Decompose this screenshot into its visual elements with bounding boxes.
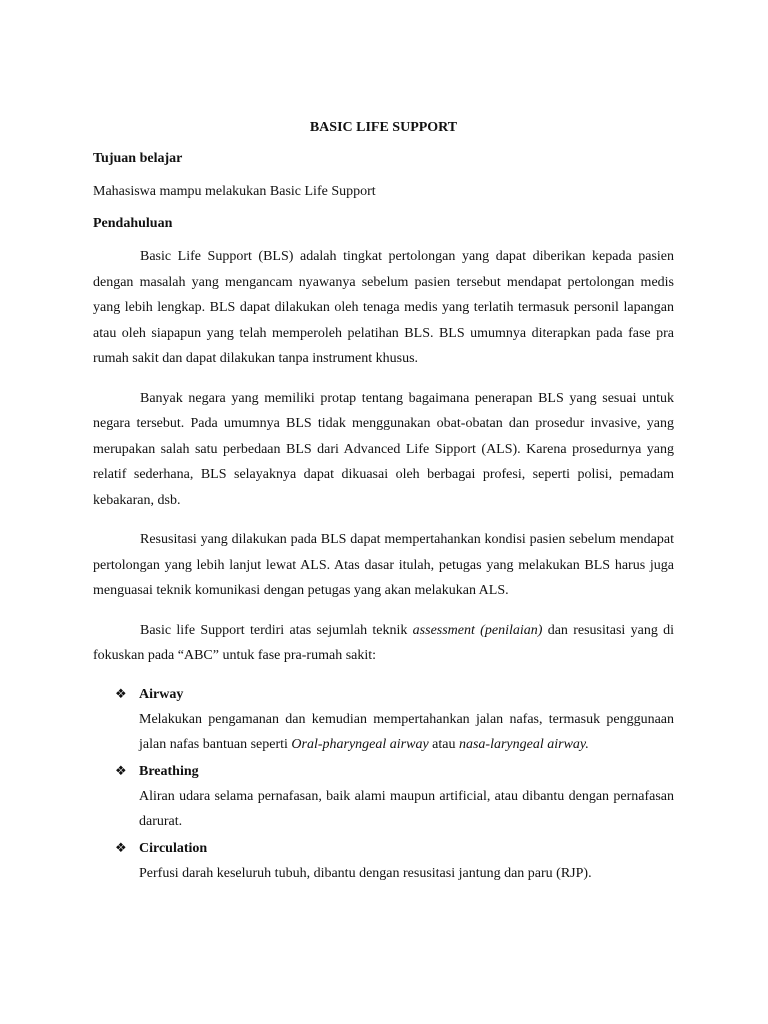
paragraph-protap: Banyak negara yang memiliki protap tentang bagaimana penerapan BLS yang sesuai untuk negara tersebut. Pada umumnya BLS tidak menggunakan obat-obatan dan prosedur invasive, yang merupakan salah satu perbedaan BLS dari Advanced Life Sipport (ALS). Karena prosedurnya yang relatif sederhana, BLS selayaknya dapat dikuasai oleh berbagai profesi, seperti polisi, pemadam kebakaran, dsb. [93, 390, 674, 508]
airway-text-pre: Melakukan pengamanan dan kemudian mempertahankan jalan nafas, termasuk penggunaan jalan nafas bantuan seperti [139, 711, 674, 752]
list-item-breathing [93, 760, 674, 835]
abc-intro-emphasis: assessment (penilaian) [412, 622, 543, 638]
list-item-airway [93, 683, 674, 758]
breathing-text: Aliran udara selama pernafasan, baik alami maupun artificial, atau dibantu dengan pernafasan darurat. [139, 788, 674, 829]
diamond-bullet-icon: ❖ [115, 763, 127, 779]
document-content [93, 117, 674, 888]
objective-text: Mahasiswa mampu melakukan Basic Life Support [93, 184, 376, 199]
abc-intro-post: dan resusitasi yang di fokuskan pada “ABC” untuk fase pra-rumah sakit: [93, 622, 675, 663]
airway-text [139, 707, 674, 758]
paragraph-bls-definition: Basic Life Support (BLS) adalah tingkat pertolongan yang dapat diberikan kepada pasien dengan masalah yang mengancam nyawanya sebelum pasien tersebut mendapat pertolongan medis yang lebih lengkap. BLS dapat dilakukan oleh tenaga medis yang terlatih termasuk personil lapangan atau oleh siapapun yang telah memperoleh pelatihan BLS. BLS umumnya diterapkan pada fase pra rumah sakit dan dapat dilakukan tanpa instrument khusus. [93, 249, 674, 366]
airway-oral-pharyngeal: Oral-pharyngeal airway [291, 737, 429, 752]
document-title: BASIC LIFE SUPPORT [309, 120, 458, 135]
diamond-bullet-icon: ❖ [115, 840, 127, 856]
list-item-circulation [93, 837, 674, 887]
diamond-bullet-icon: ❖ [115, 686, 127, 702]
heading-pendahuluan: Pendahuluan [93, 216, 173, 231]
paragraph-resusitasi: Resusitasi yang dilakukan pada BLS dapat mempertahankan kondisi pasien sebelum mendapat pertolongan yang lebih lanjut lewat ALS. Atas dasar itulah, petugas yang melakukan BLS harus juga menguasai teknik komunikasi dengan petugas yang akan melakukan ALS. [93, 532, 674, 598]
heading-tujuan-belajar: Tujuan belajar [93, 151, 183, 166]
airway-text-mid: atau [428, 737, 459, 752]
abc-list [93, 683, 674, 887]
circulation-text: Perfusi darah keseluruh tubuh, dibantu dengan resusitasi jantung dan paru (RJP). [139, 865, 592, 881]
abc-intro-pre: Basic life Support terdiri atas sejumlah teknik [140, 622, 413, 638]
airway-title: Airway [139, 686, 184, 702]
airway-nasa-laryngeal: nasa-laryngeal airway. [458, 737, 589, 752]
breathing-title: Breathing [139, 763, 199, 779]
circulation-title: Circulation [139, 840, 208, 856]
paragraph-abc-intro [93, 618, 674, 669]
